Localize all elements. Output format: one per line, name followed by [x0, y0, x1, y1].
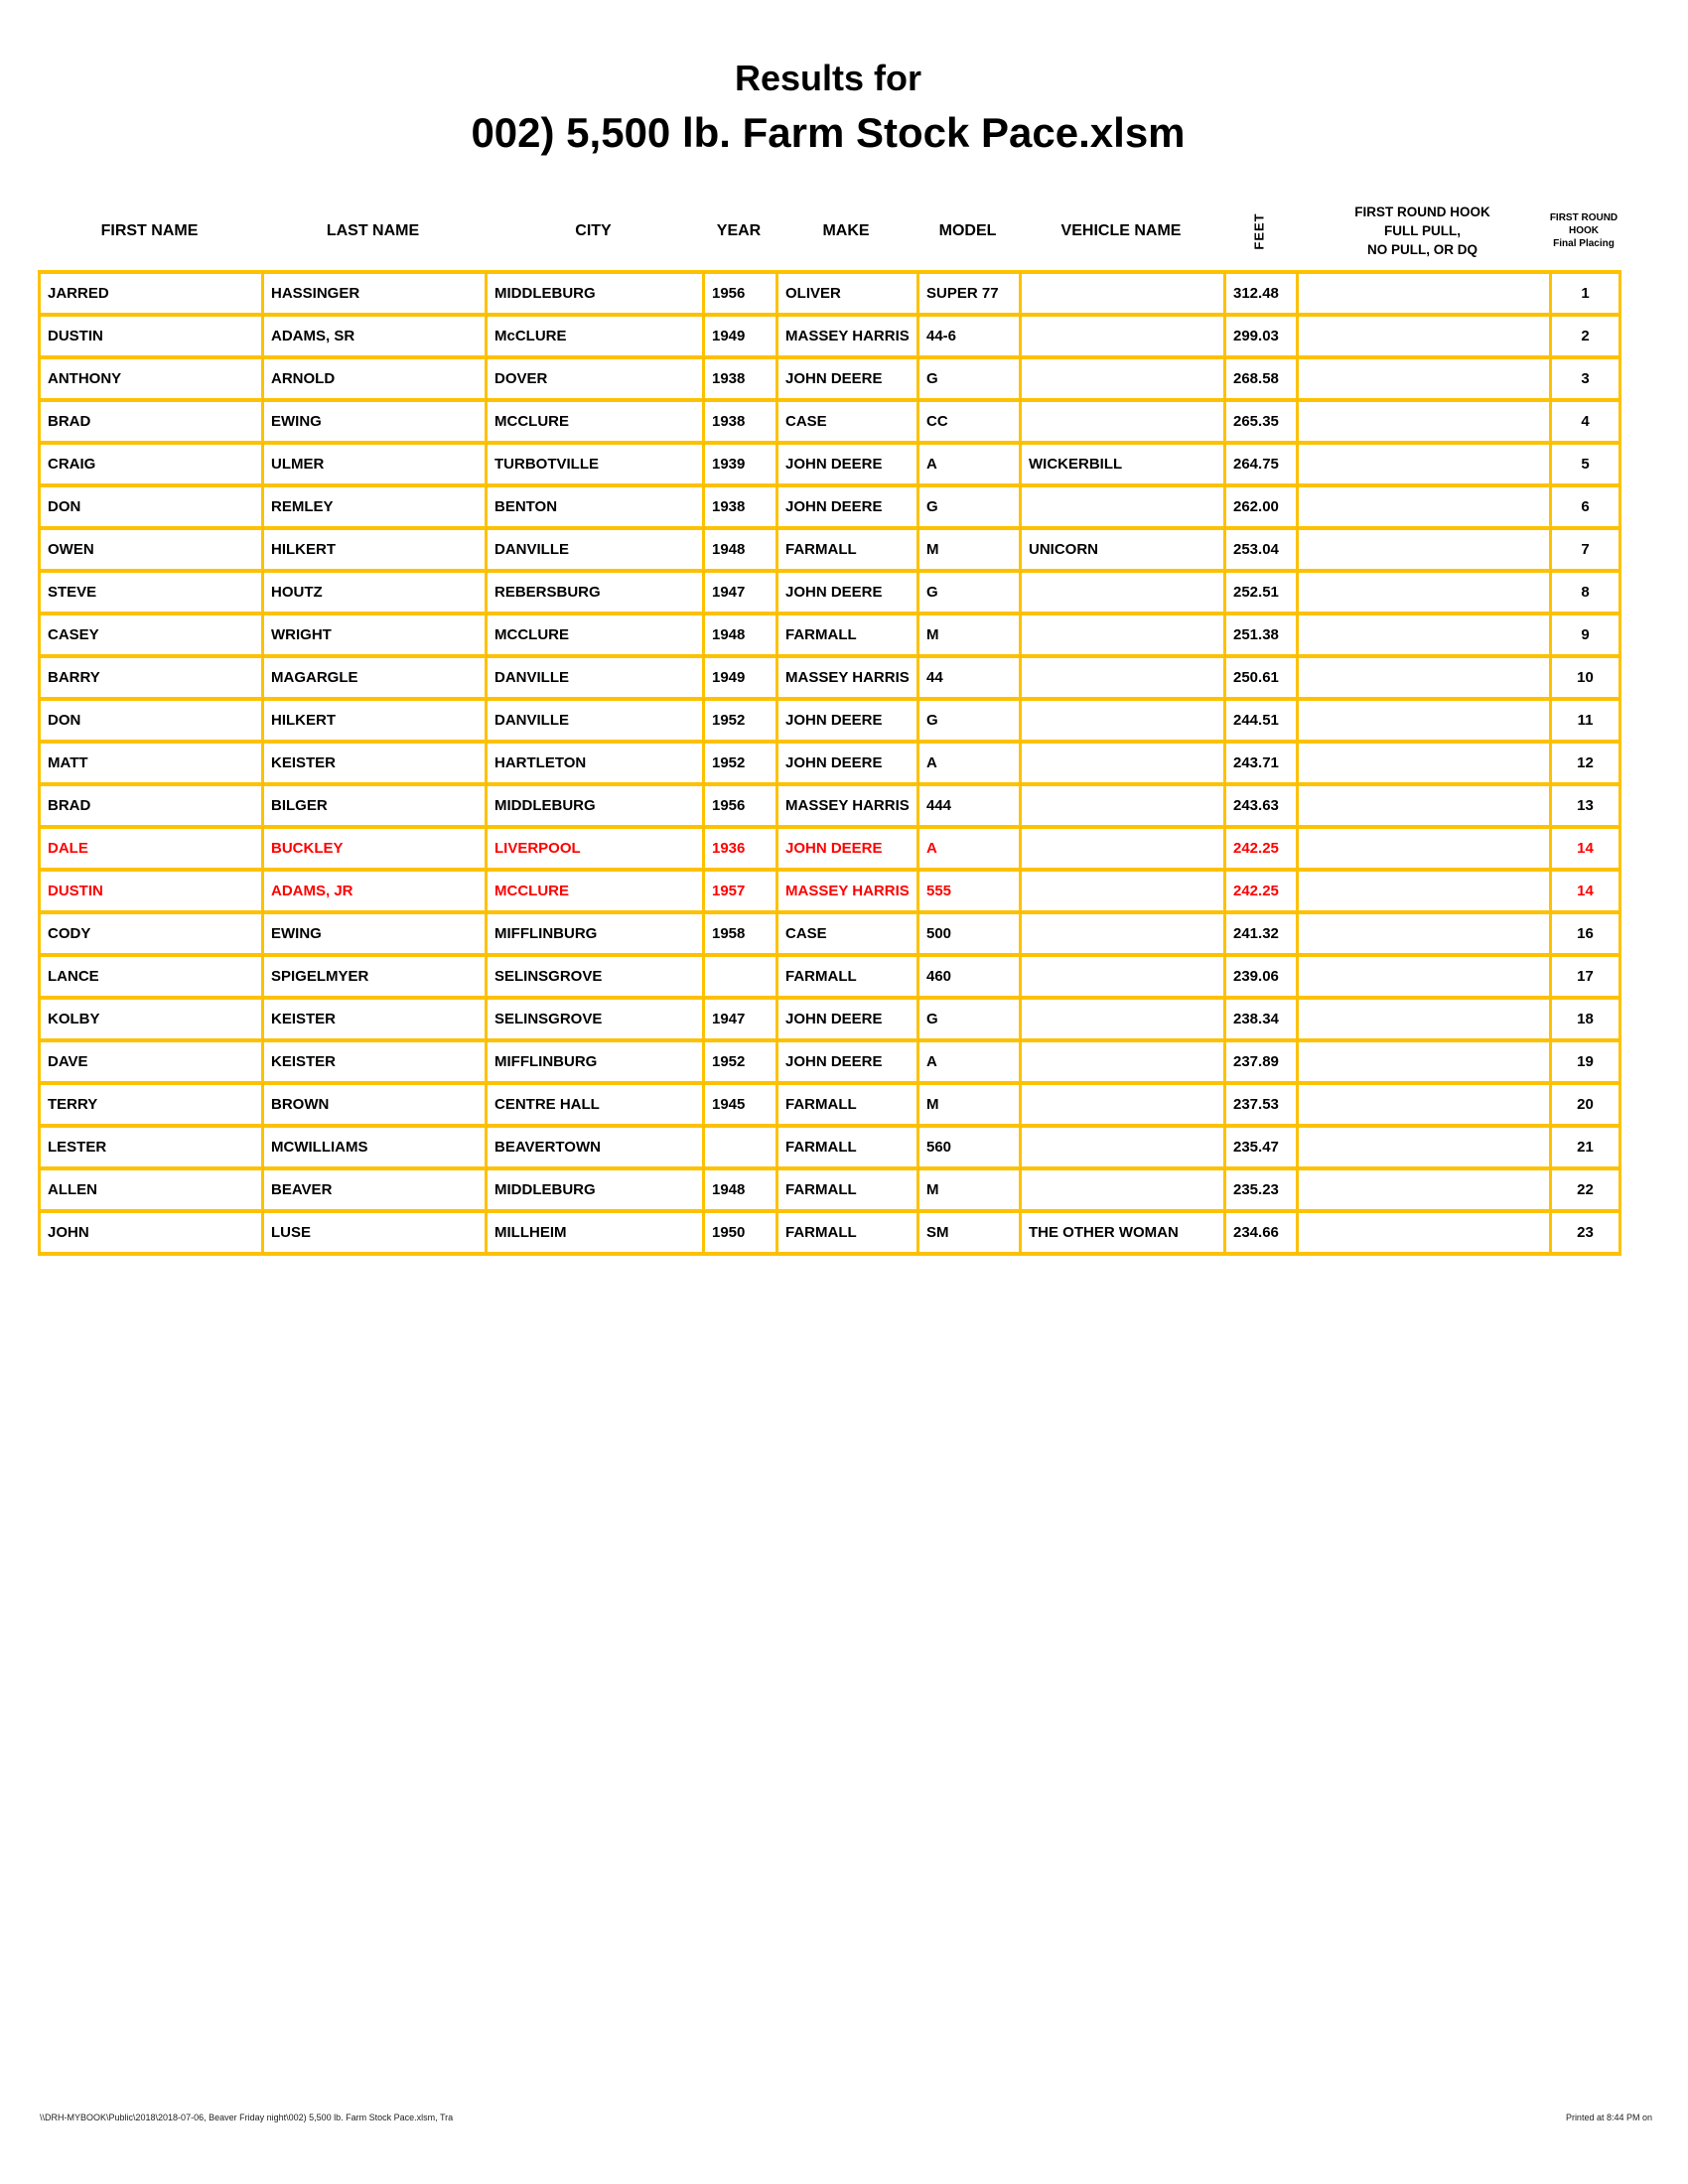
cell-city: MIDDLEBURG: [487, 1168, 704, 1211]
cell-final-placing: 5: [1551, 443, 1620, 485]
cell-final-placing: 9: [1551, 614, 1620, 656]
cell-make: FARMALL: [777, 955, 918, 998]
cell-last-name: ARNOLD: [263, 357, 487, 400]
cell-model: M: [918, 614, 1021, 656]
cell-last-name: HOUTZ: [263, 571, 487, 614]
cell-first-name: LESTER: [40, 1126, 263, 1168]
cell-first-round-hook: [1298, 614, 1551, 656]
cell-vehicle-name: [1021, 827, 1225, 870]
cell-last-name: HILKERT: [263, 699, 487, 742]
table-row: [40, 699, 1620, 742]
cell-last-name: REMLEY: [263, 485, 487, 528]
cell-vehicle-name: [1021, 614, 1225, 656]
cell-year: 1952: [704, 699, 777, 742]
table-row: [40, 1126, 1620, 1168]
cell-make: MASSEY HARRIS: [777, 315, 918, 357]
cell-final-placing: 2: [1551, 315, 1620, 357]
cell-first-name: TERRY: [40, 1083, 263, 1126]
cell-first-round-hook: [1298, 784, 1551, 827]
cell-model: G: [918, 699, 1021, 742]
cell-model: G: [918, 485, 1021, 528]
cell-make: MASSEY HARRIS: [777, 784, 918, 827]
cell-year: 1947: [704, 998, 777, 1040]
cell-vehicle-name: [1021, 870, 1225, 912]
cell-model: G: [918, 998, 1021, 1040]
cell-make: MASSEY HARRIS: [777, 656, 918, 699]
cell-make: FARMALL: [777, 1168, 918, 1211]
first-round-hook-line2: FULL PULL,: [1384, 223, 1461, 238]
results-table: [38, 270, 1621, 1256]
column-header-city: CITY: [575, 221, 612, 239]
cell-vehicle-name: [1021, 912, 1225, 955]
cell-make: FARMALL: [777, 1211, 918, 1254]
cell-make: CASE: [777, 400, 918, 443]
cell-final-placing: 7: [1551, 528, 1620, 571]
cell-first-name: CRAIG: [40, 443, 263, 485]
cell-last-name: SPIGELMYER: [263, 955, 487, 998]
cell-feet: 268.58: [1225, 357, 1298, 400]
cell-first-name: DON: [40, 699, 263, 742]
cell-first-round-hook: [1298, 1040, 1551, 1083]
final-placing-line2: HOOK: [1569, 225, 1599, 236]
cell-model: A: [918, 742, 1021, 784]
cell-feet: 235.23: [1225, 1168, 1298, 1211]
cell-model: CC: [918, 400, 1021, 443]
cell-first-round-hook: [1298, 528, 1551, 571]
cell-first-round-hook: [1298, 571, 1551, 614]
cell-first-name: DUSTIN: [40, 870, 263, 912]
cell-final-placing: 20: [1551, 1083, 1620, 1126]
cell-make: JOHN DEERE: [777, 443, 918, 485]
page-title: Results for: [734, 58, 922, 98]
table-row: [40, 571, 1620, 614]
column-header-first-name: FIRST NAME: [100, 221, 199, 239]
cell-vehicle-name: WICKERBILL: [1021, 443, 1225, 485]
cell-vehicle-name: [1021, 955, 1225, 998]
cell-last-name: BROWN: [263, 1083, 487, 1126]
cell-feet: 253.04: [1225, 528, 1298, 571]
cell-vehicle-name: THE OTHER WOMAN: [1021, 1211, 1225, 1254]
cell-year: 1952: [704, 742, 777, 784]
cell-final-placing: 8: [1551, 571, 1620, 614]
cell-vehicle-name: [1021, 1083, 1225, 1126]
cell-vehicle-name: [1021, 571, 1225, 614]
cell-year: 1947: [704, 571, 777, 614]
cell-first-round-hook: [1298, 272, 1551, 315]
cell-vehicle-name: [1021, 784, 1225, 827]
cell-city: MIFFLINBURG: [487, 1040, 704, 1083]
final-placing-label-group: [1519, 211, 1648, 250]
column-header-last-name: LAST NAME: [326, 221, 420, 239]
cell-first-name: ANTHONY: [40, 357, 263, 400]
cell-feet: 238.34: [1225, 998, 1298, 1040]
cell-city: HARTLETON: [487, 742, 704, 784]
cell-city: MCCLURE: [487, 614, 704, 656]
table-row: [40, 272, 1620, 315]
cell-last-name: MAGARGLE: [263, 656, 487, 699]
first-round-hook-line1: FIRST ROUND HOOK: [1354, 205, 1490, 219]
cell-feet: 243.71: [1225, 742, 1298, 784]
column-header-first-round-hook: [1296, 203, 1549, 259]
cell-make: JOHN DEERE: [777, 571, 918, 614]
page-subtitle-filename: 002) 5,500 lb. Farm Stock Pace.xlsm: [471, 109, 1186, 156]
cell-feet: 237.89: [1225, 1040, 1298, 1083]
cell-final-placing: 3: [1551, 357, 1620, 400]
cell-final-placing: 16: [1551, 912, 1620, 955]
cell-first-round-hook: [1298, 357, 1551, 400]
cell-year: 1948: [704, 528, 777, 571]
cell-first-round-hook: [1298, 998, 1551, 1040]
table-row: [40, 485, 1620, 528]
cell-last-name: EWING: [263, 400, 487, 443]
cell-final-placing: 19: [1551, 1040, 1620, 1083]
cell-first-name: JOHN: [40, 1211, 263, 1254]
cell-vehicle-name: [1021, 699, 1225, 742]
table-row: [40, 357, 1620, 400]
cell-feet: 299.03: [1225, 315, 1298, 357]
column-header-final-placing: [1549, 211, 1618, 250]
cell-first-round-hook: [1298, 1211, 1551, 1254]
cell-feet: 243.63: [1225, 784, 1298, 827]
cell-make: FARMALL: [777, 528, 918, 571]
cell-year: 1949: [704, 315, 777, 357]
cell-final-placing: 18: [1551, 998, 1620, 1040]
cell-make: JOHN DEERE: [777, 827, 918, 870]
cell-feet: 235.47: [1225, 1126, 1298, 1168]
cell-model: 460: [918, 955, 1021, 998]
cell-first-round-hook: [1298, 699, 1551, 742]
cell-make: JOHN DEERE: [777, 998, 918, 1040]
cell-city: DOVER: [487, 357, 704, 400]
cell-city: MILLHEIM: [487, 1211, 704, 1254]
cell-first-round-hook: [1298, 443, 1551, 485]
cell-feet: 262.00: [1225, 485, 1298, 528]
cell-first-name: DON: [40, 485, 263, 528]
cell-city: TURBOTVILLE: [487, 443, 704, 485]
cell-feet: 251.38: [1225, 614, 1298, 656]
cell-city: DANVILLE: [487, 699, 704, 742]
cell-year: [704, 1126, 777, 1168]
cell-first-name: STEVE: [40, 571, 263, 614]
cell-vehicle-name: [1021, 742, 1225, 784]
cell-first-name: DUSTIN: [40, 315, 263, 357]
cell-model: A: [918, 827, 1021, 870]
cell-city: BENTON: [487, 485, 704, 528]
table-row: [40, 1211, 1620, 1254]
cell-first-round-hook: [1298, 827, 1551, 870]
cell-feet: 242.25: [1225, 870, 1298, 912]
cell-vehicle-name: UNICORN: [1021, 528, 1225, 571]
cell-first-round-hook: [1298, 955, 1551, 998]
cell-vehicle-name: [1021, 400, 1225, 443]
cell-vehicle-name: [1021, 1040, 1225, 1083]
cell-first-name: ALLEN: [40, 1168, 263, 1211]
cell-last-name: BUCKLEY: [263, 827, 487, 870]
cell-last-name: BEAVER: [263, 1168, 487, 1211]
cell-model: M: [918, 528, 1021, 571]
cell-first-round-hook: [1298, 742, 1551, 784]
cell-first-round-hook: [1298, 1083, 1551, 1126]
feet-rotated-label: FEET: [1251, 211, 1267, 250]
cell-city: DANVILLE: [487, 656, 704, 699]
cell-first-name: CASEY: [40, 614, 263, 656]
table-row: [40, 1083, 1620, 1126]
cell-first-name: CODY: [40, 912, 263, 955]
cell-feet: 264.75: [1225, 443, 1298, 485]
cell-feet: 312.48: [1225, 272, 1298, 315]
cell-vehicle-name: [1021, 656, 1225, 699]
cell-city: CENTRE HALL: [487, 1083, 704, 1126]
table-row: [40, 870, 1620, 912]
column-header-feet: [1223, 211, 1296, 250]
table-row: [40, 400, 1620, 443]
cell-first-round-hook: [1298, 315, 1551, 357]
cell-feet: 237.53: [1225, 1083, 1298, 1126]
cell-first-name: DALE: [40, 827, 263, 870]
cell-feet: 242.25: [1225, 827, 1298, 870]
cell-model: 44-6: [918, 315, 1021, 357]
cell-city: MCCLURE: [487, 870, 704, 912]
table-row: [40, 742, 1620, 784]
cell-first-round-hook: [1298, 656, 1551, 699]
cell-model: SUPER 77: [918, 272, 1021, 315]
cell-feet: 239.06: [1225, 955, 1298, 998]
cell-year: 1938: [704, 357, 777, 400]
cell-model: 560: [918, 1126, 1021, 1168]
cell-model: 555: [918, 870, 1021, 912]
cell-year: 1949: [704, 656, 777, 699]
cell-city: MCCLURE: [487, 400, 704, 443]
cell-year: 1952: [704, 1040, 777, 1083]
cell-make: JOHN DEERE: [777, 357, 918, 400]
cell-vehicle-name: [1021, 1126, 1225, 1168]
cell-model: 444: [918, 784, 1021, 827]
cell-year: 1958: [704, 912, 777, 955]
first-round-hook-line3: NO PULL, OR DQ: [1367, 242, 1477, 257]
table-row: [40, 528, 1620, 571]
cell-make: FARMALL: [777, 1083, 918, 1126]
cell-last-name: ADAMS, JR: [263, 870, 487, 912]
cell-first-round-hook: [1298, 1126, 1551, 1168]
cell-first-name: BRAD: [40, 784, 263, 827]
cell-vehicle-name: [1021, 272, 1225, 315]
cell-first-name: MATT: [40, 742, 263, 784]
cell-vehicle-name: [1021, 1168, 1225, 1211]
cell-year: 1948: [704, 614, 777, 656]
cell-first-round-hook: [1298, 400, 1551, 443]
cell-first-name: BRAD: [40, 400, 263, 443]
table-row: [40, 784, 1620, 827]
cell-last-name: ULMER: [263, 443, 487, 485]
cell-make: CASE: [777, 912, 918, 955]
cell-final-placing: 21: [1551, 1126, 1620, 1168]
cell-feet: 244.51: [1225, 699, 1298, 742]
final-placing-line3: Final Placing: [1553, 238, 1615, 249]
cell-year: 1948: [704, 1168, 777, 1211]
cell-first-round-hook: [1298, 485, 1551, 528]
cell-model: G: [918, 571, 1021, 614]
table-row: [40, 998, 1620, 1040]
column-header-vehicle-name: VEHICLE NAME: [1060, 221, 1182, 239]
cell-feet: 250.61: [1225, 656, 1298, 699]
cell-first-round-hook: [1298, 1168, 1551, 1211]
cell-last-name: HILKERT: [263, 528, 487, 571]
cell-model: SM: [918, 1211, 1021, 1254]
cell-final-placing: 23: [1551, 1211, 1620, 1254]
column-header-make: MAKE: [822, 221, 870, 239]
footer-file-path: \\DRH-MYBOOK\Public\2018\2018-07-06, Beaver Friday night\002) 5,500 lb. Farm Stock Pace.xlsm, Tra: [40, 2113, 454, 2122]
cell-model: 500: [918, 912, 1021, 955]
cell-final-placing: 4: [1551, 400, 1620, 443]
cell-final-placing: 6: [1551, 485, 1620, 528]
cell-year: 1957: [704, 870, 777, 912]
cell-model: G: [918, 357, 1021, 400]
cell-year: 1950: [704, 1211, 777, 1254]
cell-year: [704, 955, 777, 998]
cell-last-name: BILGER: [263, 784, 487, 827]
cell-model: A: [918, 443, 1021, 485]
cell-last-name: MCWILLIAMS: [263, 1126, 487, 1168]
cell-first-round-hook: [1298, 870, 1551, 912]
table-row: [40, 656, 1620, 699]
cell-model: M: [918, 1168, 1021, 1211]
table-row: [40, 1040, 1620, 1083]
cell-first-name: DAVE: [40, 1040, 263, 1083]
cell-city: MIDDLEBURG: [487, 784, 704, 827]
cell-make: FARMALL: [777, 1126, 918, 1168]
cell-first-name: BARRY: [40, 656, 263, 699]
cell-city: DANVILLE: [487, 528, 704, 571]
cell-last-name: LUSE: [263, 1211, 487, 1254]
column-header-model: MODEL: [938, 221, 997, 239]
cell-make: OLIVER: [777, 272, 918, 315]
cell-city: SELINSGROVE: [487, 998, 704, 1040]
cell-first-name: OWEN: [40, 528, 263, 571]
cell-make: FARMALL: [777, 614, 918, 656]
cell-make: MASSEY HARRIS: [777, 870, 918, 912]
table-row: [40, 955, 1620, 998]
table-row: [40, 1168, 1620, 1211]
cell-make: JOHN DEERE: [777, 742, 918, 784]
cell-final-placing: 22: [1551, 1168, 1620, 1211]
cell-final-placing: 1: [1551, 272, 1620, 315]
cell-feet: 241.32: [1225, 912, 1298, 955]
cell-make: JOHN DEERE: [777, 1040, 918, 1083]
cell-year: 1936: [704, 827, 777, 870]
cell-feet: 234.66: [1225, 1211, 1298, 1254]
cell-year: 1956: [704, 272, 777, 315]
column-header-year: YEAR: [716, 221, 762, 239]
cell-vehicle-name: [1021, 998, 1225, 1040]
table-row: [40, 614, 1620, 656]
table-row: [40, 443, 1620, 485]
cell-city: BEAVERTOWN: [487, 1126, 704, 1168]
cell-model: M: [918, 1083, 1021, 1126]
cell-last-name: WRIGHT: [263, 614, 487, 656]
cell-final-placing: 14: [1551, 870, 1620, 912]
cell-year: 1956: [704, 784, 777, 827]
cell-vehicle-name: [1021, 315, 1225, 357]
cell-city: MIDDLEBURG: [487, 272, 704, 315]
table-row: [40, 827, 1620, 870]
cell-year: 1938: [704, 485, 777, 528]
cell-last-name: KEISTER: [263, 998, 487, 1040]
cell-make: JOHN DEERE: [777, 485, 918, 528]
cell-final-placing: 14: [1551, 827, 1620, 870]
cell-first-name: JARRED: [40, 272, 263, 315]
cell-vehicle-name: [1021, 485, 1225, 528]
footer-printed-at: Printed at 8:44 PM on: [1565, 2113, 1652, 2122]
column-header-row: [38, 192, 1618, 270]
cell-city: LIVERPOOL: [487, 827, 704, 870]
cell-final-placing: 17: [1551, 955, 1620, 998]
cell-feet: 252.51: [1225, 571, 1298, 614]
cell-feet: 265.35: [1225, 400, 1298, 443]
table-row: [40, 315, 1620, 357]
final-placing-line1: FIRST ROUND: [1549, 212, 1618, 223]
cell-vehicle-name: [1021, 357, 1225, 400]
cell-year: 1939: [704, 443, 777, 485]
cell-first-name: LANCE: [40, 955, 263, 998]
cell-final-placing: 13: [1551, 784, 1620, 827]
cell-final-placing: 11: [1551, 699, 1620, 742]
table-row: [40, 912, 1620, 955]
cell-last-name: EWING: [263, 912, 487, 955]
cell-model: 44: [918, 656, 1021, 699]
cell-last-name: HASSINGER: [263, 272, 487, 315]
cell-make: JOHN DEERE: [777, 699, 918, 742]
cell-city: SELINSGROVE: [487, 955, 704, 998]
cell-first-round-hook: [1298, 912, 1551, 955]
cell-last-name: ADAMS, SR: [263, 315, 487, 357]
cell-final-placing: 12: [1551, 742, 1620, 784]
cell-last-name: KEISTER: [263, 1040, 487, 1083]
cell-final-placing: 10: [1551, 656, 1620, 699]
cell-year: 1938: [704, 400, 777, 443]
cell-city: MIFFLINBURG: [487, 912, 704, 955]
cell-model: A: [918, 1040, 1021, 1083]
cell-year: 1945: [704, 1083, 777, 1126]
page-title-block: [38, 58, 1618, 157]
cell-first-name: KOLBY: [40, 998, 263, 1040]
cell-city: McCLURE: [487, 315, 704, 357]
cell-last-name: KEISTER: [263, 742, 487, 784]
cell-city: REBERSBURG: [487, 571, 704, 614]
